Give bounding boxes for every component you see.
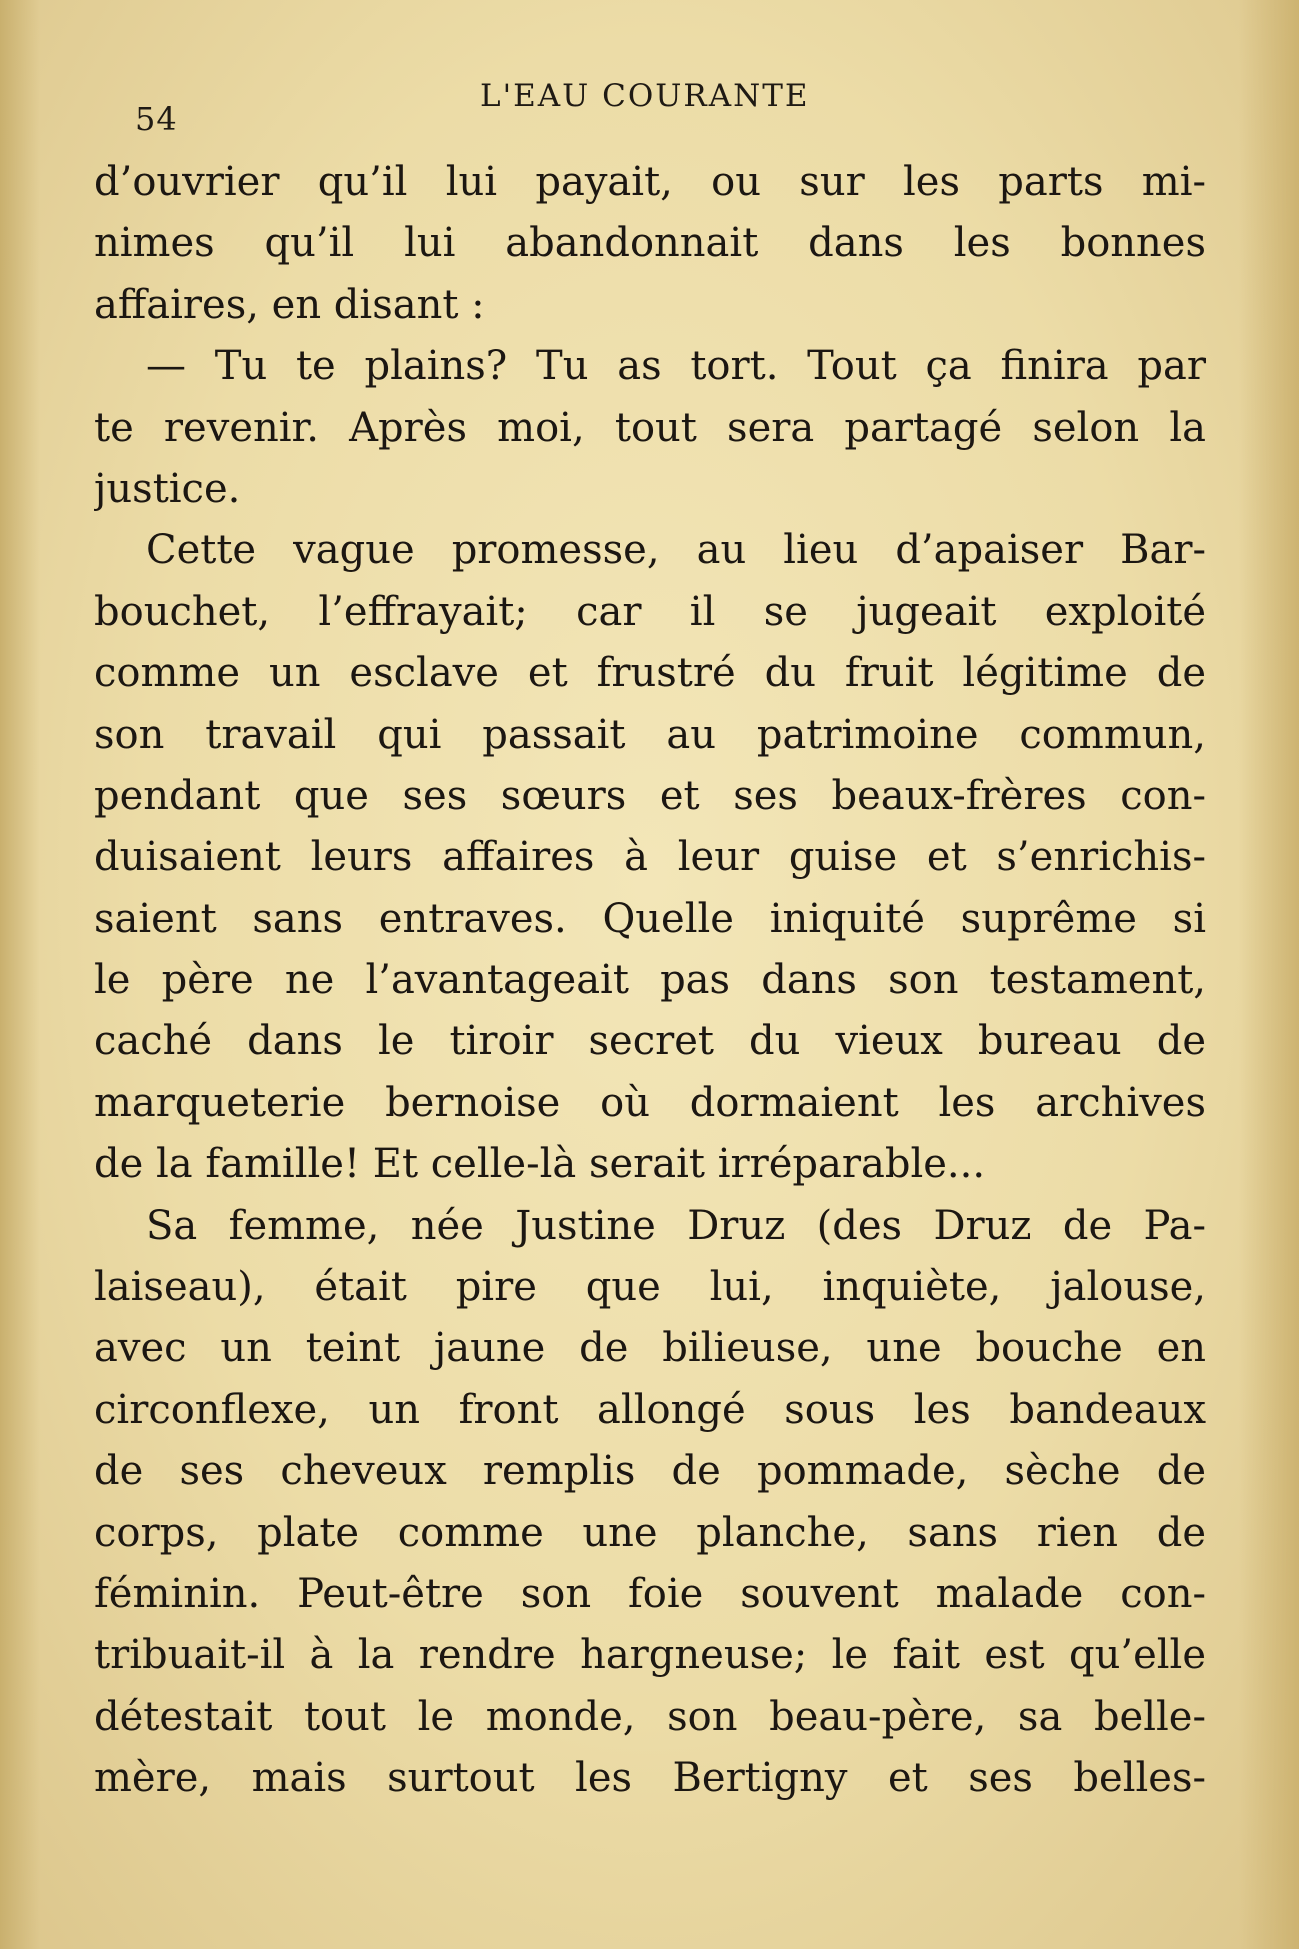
text-line: bouchet, l’effrayait; car il se jugeait exploité <box>94 588 1206 635</box>
text-line: détestait tout le monde, son beau-père, sa belle- <box>94 1693 1206 1740</box>
text-line: marqueterie bernoise où dormaient les archives <box>94 1079 1206 1126</box>
text-line: corps, plate comme une planche, sans rien de <box>94 1509 1206 1556</box>
text-line: circonflexe, un front allongé sous les bandeaux <box>94 1386 1206 1433</box>
text-line: affaires, en disant : <box>94 281 485 328</box>
text-line: de la famille! Et celle-là serait irréparable... <box>94 1141 986 1188</box>
text-line: le père ne l’avantageait pas dans son testament, <box>94 957 1206 1004</box>
page-edge-shadow-left <box>0 0 40 1949</box>
page-number: 54 <box>135 100 178 138</box>
running-title: L'EAU COURANTE <box>480 78 810 114</box>
text-line: avec un teint jaune de bilieuse, une bouche en <box>94 1325 1206 1372</box>
text-line: pendant que ses sœurs et ses beaux-frères con- <box>94 772 1206 819</box>
text-line: duisaient leurs affaires à leur guise et s’enrichis- <box>94 834 1206 881</box>
text-line: mère, mais surtout les Bertigny et ses belles- <box>94 1755 1206 1802</box>
text-line: comme un esclave et frustré du fruit légitime de <box>94 650 1206 697</box>
text-line: caché dans le tiroir secret du vieux bureau de <box>94 1018 1206 1065</box>
text-line: te revenir. Après moi, tout sera partagé selon la <box>94 404 1206 451</box>
text-line: saient sans entraves. Quelle iniquité suprême si <box>94 895 1206 942</box>
body-text <box>94 152 1206 1810</box>
text-line: justice. <box>94 465 241 512</box>
text-line: son travail qui passait au patrimoine commun, <box>94 711 1206 758</box>
page-edge-shadow-right <box>1239 0 1299 1949</box>
text-line: laiseau), était pire que lui, inquiète, jalouse, <box>94 1264 1206 1311</box>
text-line: Cette vague promesse, au lieu d’apaiser Bar- <box>146 527 1206 574</box>
text-line: féminin. Peut-être son foie souvent malade con- <box>94 1570 1206 1617</box>
text-line: nimes qu’il lui abandonnait dans les bonnes <box>94 220 1206 267</box>
text-line: d’ouvrier qu’il lui payait, ou sur les parts mi- <box>94 159 1206 205</box>
text-line: de ses cheveux remplis de pommade, sèche de <box>94 1448 1206 1495</box>
text-line: — Tu te plains? Tu as tort. Tout ça finira par <box>146 343 1206 390</box>
text-line: tribuait-il à la rendre hargneuse; le fait est qu’elle <box>94 1632 1206 1679</box>
text-line: Sa femme, née Justine Druz (des Druz de Pa- <box>146 1202 1206 1249</box>
page-header <box>135 70 1195 138</box>
